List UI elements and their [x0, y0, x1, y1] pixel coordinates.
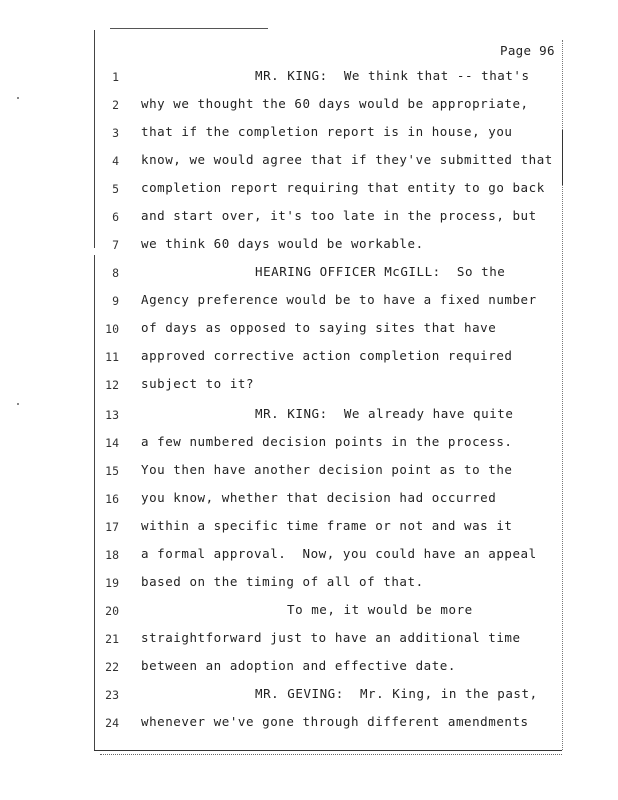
line-text: that if the completion report is in house, you: [141, 124, 513, 139]
line-text: To me, it would be more: [287, 602, 473, 617]
right-margin-mark: [562, 130, 563, 185]
line-text: between an adoption and effective date.: [141, 658, 456, 673]
line-text: completion report requiring that entity to go back: [141, 180, 545, 195]
line-text: know, we would agree that if they've submitted that: [141, 152, 553, 167]
line-text: a few numbered decision points in the process.: [141, 434, 513, 449]
line-text: subject to it?: [141, 376, 255, 391]
line-text: MR. GEVING: Mr. King, in the past,: [255, 686, 538, 701]
line-text: whenever we've gone through different amendments: [141, 714, 529, 729]
line-number: 10: [105, 322, 119, 336]
line-number: 18: [105, 548, 119, 562]
line-number: 15: [105, 464, 119, 478]
line-number: 12: [105, 378, 119, 392]
line-number: 4: [112, 154, 119, 168]
line-number: 8: [112, 266, 119, 280]
line-text: why we thought the 60 days would be appropriate,: [141, 96, 529, 111]
line-text: you know, whether that decision had occurred: [141, 490, 497, 505]
line-text: of days as opposed to saying sites that have: [141, 320, 497, 335]
line-number: 21: [105, 632, 119, 646]
line-number: 9: [112, 294, 119, 308]
line-number: 6: [112, 210, 119, 224]
line-number: 19: [105, 576, 119, 590]
line-text: MR. KING: We already have quite: [255, 406, 514, 421]
line-number: 20: [105, 604, 119, 618]
line-text: within a specific time frame or not and was it: [141, 518, 513, 533]
line-text: based on the timing of all of that.: [141, 574, 424, 589]
line-number: 11: [105, 350, 119, 364]
line-number: 7: [112, 238, 119, 252]
bottom-rule-dotted: [100, 754, 562, 756]
line-number: 22: [105, 660, 119, 674]
line-text: Agency preference would be to have a fixed number: [141, 292, 537, 307]
scan-speck: [17, 403, 19, 405]
bottom-rule: [94, 750, 562, 751]
page-number: Page 96: [500, 43, 555, 58]
line-number: 2: [112, 98, 119, 112]
line-text: and start over, it's too late in the process, but: [141, 208, 537, 223]
line-text: we think 60 days would be workable.: [141, 236, 424, 251]
line-text: approved corrective action completion required: [141, 348, 513, 363]
line-number: 14: [105, 436, 119, 450]
line-text: HEARING OFFICER McGILL: So the: [255, 264, 506, 279]
line-number: 5: [112, 182, 119, 196]
line-number: 24: [105, 716, 119, 730]
line-text: a formal approval. Now, you could have an appeal: [141, 546, 537, 561]
line-number: 17: [105, 520, 119, 534]
line-text: You then have another decision point as to the: [141, 462, 513, 477]
top-rule: [110, 28, 268, 29]
scan-speck: [17, 97, 19, 99]
line-text: MR. KING: We think that -- that's: [255, 68, 530, 83]
line-number: 16: [105, 492, 119, 506]
line-number: 1: [112, 70, 119, 84]
line-number: 13: [105, 408, 119, 422]
line-number: 3: [112, 126, 119, 140]
line-text: straightforward just to have an additional time: [141, 630, 521, 645]
line-number: 23: [105, 688, 119, 702]
